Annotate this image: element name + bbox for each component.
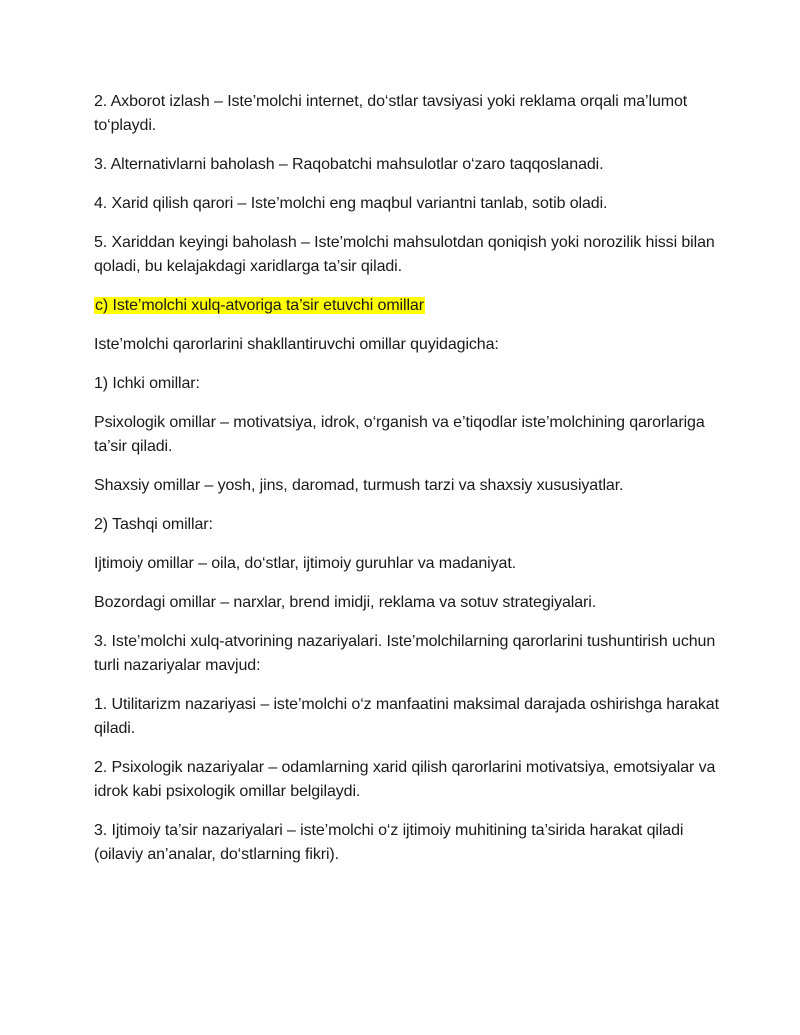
paragraph-purchase-decision	[94, 192, 734, 216]
paragraph-social-influence	[94, 819, 734, 867]
paragraph-text: 3. Ijtimoiy ta’sir nazariyalari – iste’molchi o‘z ijtimoiy muhitining ta’sirida harakat qiladi (oilaviy an’analar, do‘stlarning fikri).	[94, 822, 684, 863]
paragraph-post-purchase	[94, 231, 734, 279]
paragraph-utilitarianism	[94, 693, 734, 741]
document-body	[94, 90, 734, 882]
paragraph-text: 1) Ichki omillar:	[94, 375, 200, 392]
highlighted-heading-text: c) Iste’molchi xulq-atvoriga ta’sir etuvchi omillar	[95, 297, 424, 314]
paragraph-theories-intro	[94, 630, 734, 678]
paragraph-alternatives	[94, 153, 734, 177]
paragraph-text: 4. Xarid qilish qarori – Iste’molchi eng maqbul variantni tanlab, sotib oladi.	[94, 195, 608, 212]
paragraph-text: 3. Alternativlarni baholash – Raqobatchi mahsulotlar o‘zaro taqqoslanadi.	[94, 156, 604, 173]
paragraph-personal-factors	[94, 474, 734, 498]
paragraph-text: Iste’molchi qarorlarini shakllantiruvchi omillar quyidagicha:	[94, 336, 499, 353]
paragraph-external-factors	[94, 513, 734, 537]
paragraph-social-factors	[94, 552, 734, 576]
paragraph-text: Bozordagi omillar – narxlar, brend imidji, reklama va sotuv strategiyalari.	[94, 594, 597, 611]
paragraph-psychological-factors	[94, 411, 734, 459]
paragraph-info-search	[94, 90, 734, 138]
paragraph-factors-intro	[94, 333, 734, 357]
section-heading	[94, 294, 734, 318]
paragraph-text: 3. Iste’molchi xulq-atvorining nazariyalari. Iste’molchilarning qarorlarini tushuntirish uchun turli nazariyalar mavjud:	[94, 633, 716, 674]
paragraph-text: Ijtimoiy omillar – oila, do‘stlar, ijtimoiy guruhlar va madaniyat.	[94, 555, 517, 572]
paragraph-text: 5. Xariddan keyingi baholash – Iste’molchi mahsulotdan qoniqish yoki norozilik hissi bilan qoladi, bu kelajakdagi xaridlarga ta’sir qiladi.	[94, 234, 715, 275]
paragraph-text: 2. Axborot izlash – Iste’molchi internet, do‘stlar tavsiyasi yoki reklama orqali ma’lumot to‘playdi.	[94, 93, 688, 134]
paragraph-market-factors	[94, 591, 734, 615]
paragraph-internal-factors	[94, 372, 734, 396]
paragraph-text: 2) Tashqi omillar:	[94, 516, 213, 533]
paragraph-text: 2. Psixologik nazariyalar – odamlarning xarid qilish qarorlarini motivatsiya, emotsiyalar va idrok kabi psixologik omillar belgilaydi.	[94, 759, 716, 800]
paragraph-text: Shaxsiy omillar – yosh, jins, daromad, turmush tarzi va shaxsiy xususiyatlar.	[94, 477, 624, 494]
paragraph-psychological-theories	[94, 756, 734, 804]
paragraph-text: Psixologik omillar – motivatsiya, idrok, o‘rganish va e’tiqodlar iste’molchining qarorlariga ta’sir qiladi.	[94, 414, 705, 455]
paragraph-text: 1. Utilitarizm nazariyasi – iste’molchi o‘z manfaatini maksimal darajada oshirishga harakat qiladi.	[94, 696, 719, 737]
